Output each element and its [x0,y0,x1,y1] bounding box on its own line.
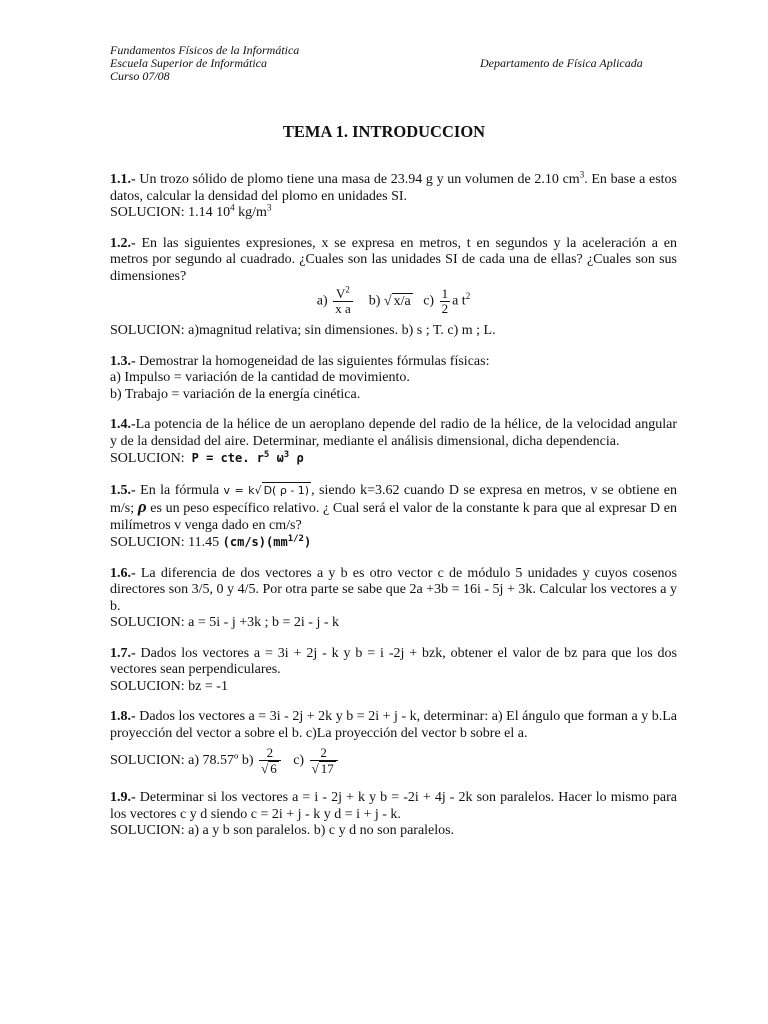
formula-expressions: a) $\frac{V^2}{\text{x a}}$ b) √ x/a c) $\frac{1}{2}$ a $t^2$ [316,284,471,316]
problem-number: 1.6.- [110,565,136,581]
problem-number: 1.4.- [110,417,136,432]
problem-number: 1.9.- [110,790,136,805]
item-b: b) Trabajo = variación de la energía cinética. [110,386,361,402]
problem-statement: 1.9.- Determinar si los vectores a = i - 2j + k y b = -2i + 4j - 2k son paralelos. Hacer lo mismo para los vectores c y d siendo c = 2i + j - k y d = i + j - k. [110,790,677,822]
header-course-name: Fundamentos Físicos de la Informática [110,43,300,57]
formula-v: v = k√ D( ρ - 1) [224,484,312,497]
formula-b: √ x/a [383,293,411,309]
solution: SOLUCION: P = cte. $r^5$ $\omega^3$ ρ [110,450,304,466]
header-year: Curso 07/08 [110,69,170,83]
problem-list [110,169,677,854]
rho-symbol: ρ [137,497,147,516]
solution-units: $(cm/s)(mm^{1/2})$ [222,534,312,549]
problem-1-4 [110,417,677,468]
item-a: a) Impulso = variación de la cantidad de movimiento. [110,370,410,385]
problem-number: 1.1.- [110,172,136,187]
solution: SOLUCION: bz = -1 [110,678,228,694]
solution: SOLUCION: 1.14 $10^4$ $kg/m^3$ [110,202,272,220]
problem-1-3 [110,354,677,404]
header-department: Departamento de Física Aplicada [480,56,643,70]
problem-statement: 1.6.- La diferencia de dos vectores a y b es otro vector c de módulo 5 unidades y cuyos cosenos directores son 3/5, 0 y 4/5. Por otra parte se sabe que 2a +3b = 16i - 5j + 3k. Calcular los vectores a y b. [110,565,677,614]
problem-number: 1.3.- [110,353,136,369]
formula-a: $\frac{V^2}{\text{x a}}$ [335,284,351,316]
solution: SOLUCION: a)magnitud relativa; sin dimensiones. b) s ; T. c) m ; L. [110,323,496,338]
problem-1-2 [110,236,677,340]
solution: SOLUCION: 11.45 $(cm/s)(mm^{1/2})$ [110,534,312,550]
solution-formula: P = cte. $r^5$ $\omega^3$ ρ [191,450,304,465]
problem-1-9 [110,790,677,840]
problem-statement: 1.4.-La potencia de la hélice de un aeroplano depende del radio de la hélice, de la velocidad angular y de la densidad del aire. Determinar, mediante el análisis dimensional, dicha dependencia. [110,417,677,449]
problem-1-1 [110,169,677,222]
problem-number: 1.7.- [110,645,136,661]
problem-statement: 1.2.- En las siguientes expresiones, x se expresa en metros, t en segundos y la aceleración a en metros por segundo al cuadrado. ¿Cuales son las unidades SI de cada una de ellas? ¿Cuales son sus dimensiones? [110,235,677,284]
problem-1-5 [110,482,677,552]
header-school: Escuela Superior de Informática [110,56,267,70]
solution-b-fraction: $\frac{2}{√ 6}$ [259,746,281,776]
problem-1-7 [110,646,677,696]
problem-number: 1.2.- [110,235,136,251]
problem-1-8 [110,709,677,776]
problem-1-6 [110,566,677,632]
problem-number: 1.5.- [110,482,136,498]
problem-statement: 1.8.- Dados los vectores a = 3i - 2j + 2k y b = 2i + j - k, determinar: a) El ángulo que forman a y b.La proyección del vector a sobre el b. c)La proyección del vector b sobre el a. [110,709,677,741]
problem-statement: 1.5.- En la fórmula v = k√ D( ρ - 1) , siendo k=3.62 cuando D se expresa en metros, v se obtiene en m/s; ρ es un peso específico relativo. ¿ Cual será el valor de la constante k para que al expresar D en milímetros v venga dado en cm/s? [110,482,677,533]
problem-statement: 1.7.- Dados los vectores a = 3i + 2j - k y b = i -2j + bzk, obtener el valor de bz para que los dos vectores sean perpendiculares. [110,645,677,677]
problem-number: 1.8.- [110,709,136,724]
formula-c: $\frac{1}{2}$ [441,286,449,316]
page-title: TEMA 1. INTRODUCCION [282,122,486,141]
problem-statement: 1.3.- Demostrar la homogeneidad de las siguientes fórmulas físicas: [110,353,490,369]
solution: SOLUCION: a) 78.57º b) $\frac{2}{√ 6}$ c) $\frac{2}{√ 17}$ [110,746,677,776]
solution: SOLUCION: a) a y b son paralelos. b) c y d no son paralelos. [110,823,455,838]
solution-c-fraction: $\frac{2}{√ 17}$ [310,746,338,776]
solution: SOLUCION: a = 5i - j +3k ; b = 2i - j - k [110,615,340,630]
problem-statement: 1.1.- Un trozo sólido de plomo tiene una masa de 23.94 g y un volumen de 2.10 $cm^3$. En base a estos datos, calcular la densidad del plomo en unidades SI. [110,169,677,204]
header-left [110,44,299,83]
